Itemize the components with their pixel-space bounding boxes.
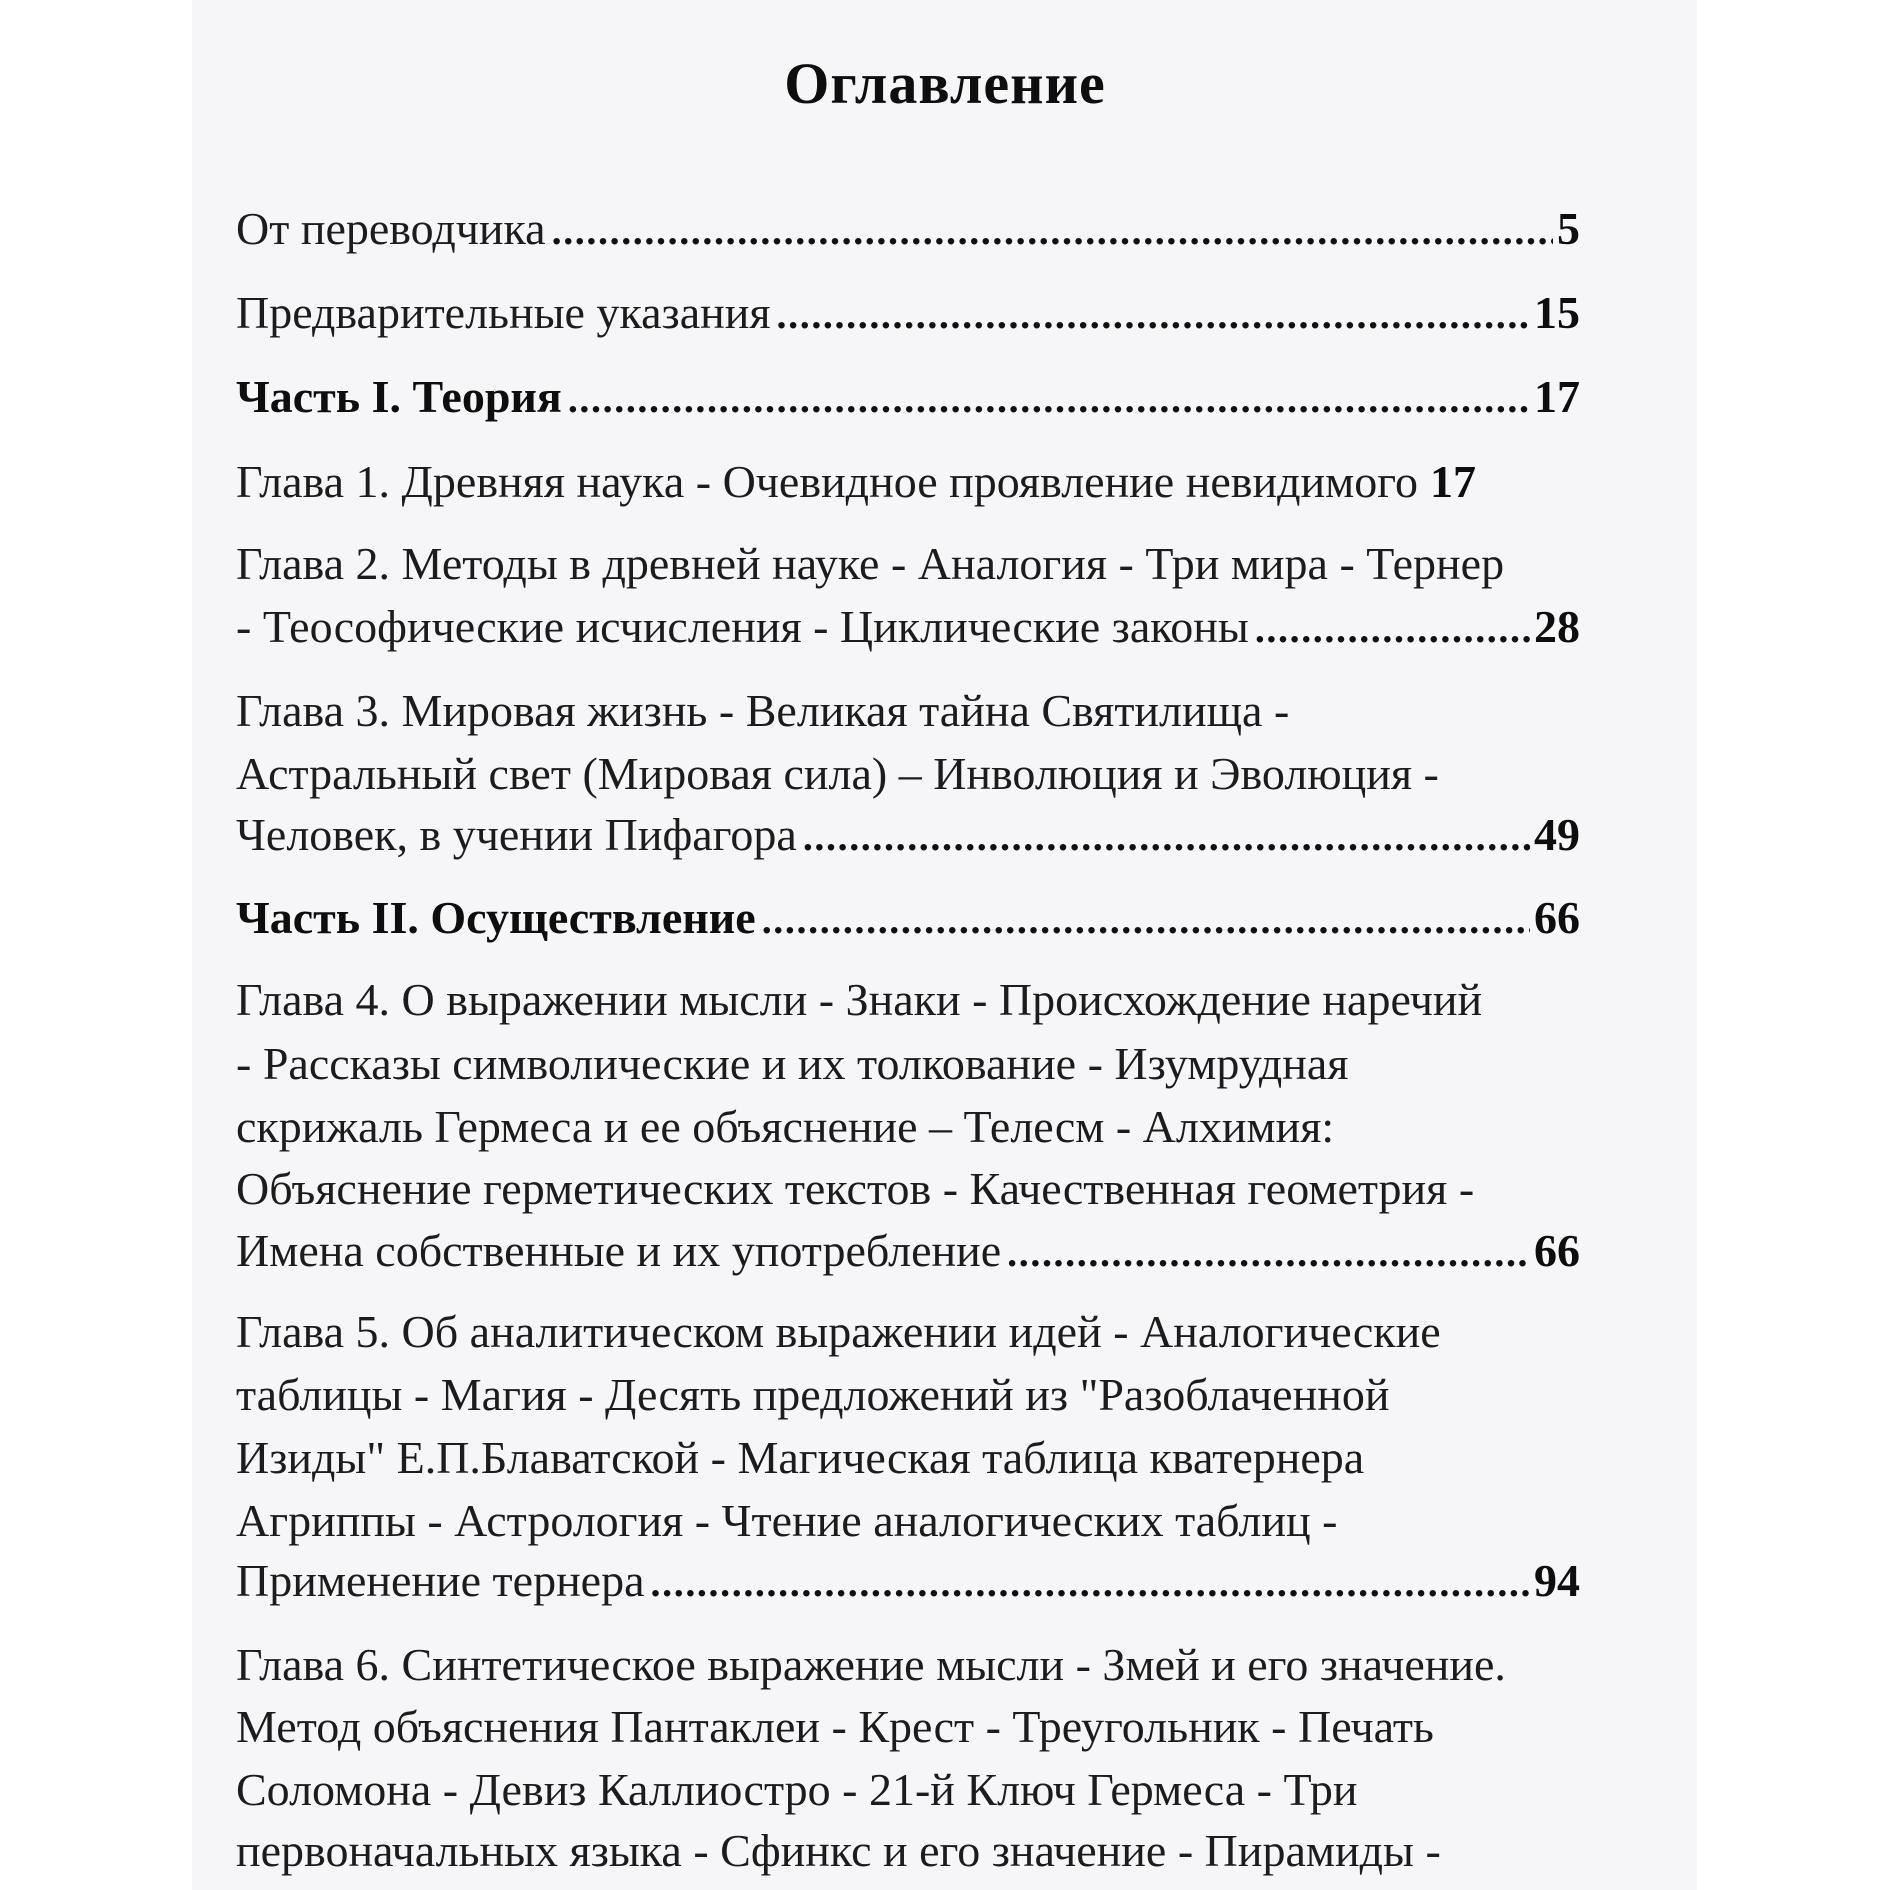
toc-entry-line — [236, 680, 1289, 742]
toc-entry-text: Часть II. Осуществление — [236, 892, 756, 943]
toc-entry-line — [236, 451, 1476, 513]
dot-leader — [568, 368, 1530, 430]
toc-page-number: 17 — [1534, 371, 1580, 422]
toc-entry-text: Агриппы - Астрология - Чтение аналогических таблиц - — [236, 1495, 1338, 1546]
toc-entry-text: От переводчика — [236, 203, 546, 254]
toc-entry-line — [236, 1427, 1364, 1489]
toc-entry-text: Глава 3. Мировая жизнь - Великая тайна Святилища - — [236, 685, 1290, 736]
toc-entry-text: Часть I. Теория — [236, 371, 562, 422]
toc-entry-text: таблицы - Магия - Десять предложений из "Разоблаченной — [236, 1369, 1390, 1420]
toc-entry-line — [236, 1550, 1580, 1612]
toc-entry-text: Имена собственные и их употребление — [236, 1225, 1002, 1276]
toc-entry-line — [236, 1033, 1348, 1095]
toc-page-number: 17 — [1429, 456, 1476, 507]
toc-entry-text: Глава 5. Об аналитическом выражении идей - Аналогические — [236, 1306, 1441, 1357]
toc-page-number: 94 — [1534, 1555, 1580, 1606]
toc-entry-line — [236, 743, 1439, 805]
toc-entry-text: Метод объяснения Пантаклеи - Крест - Треугольник - Печать — [236, 1701, 1434, 1752]
toc-entry-line — [236, 1364, 1389, 1426]
dot-leader — [777, 284, 1530, 346]
toc-entry-text: - Рассказы символические и их толкование - Изумрудная — [236, 1038, 1349, 1089]
toc-entry-text: Глава 1. Древняя наука - Очевидное проявление невидимого — [236, 456, 1418, 507]
toc-entry-line — [236, 1096, 1334, 1158]
toc-entry-line — [236, 969, 1482, 1031]
dot-leader — [552, 200, 1553, 262]
toc-entry-text: Изиды" Е.П.Блаватской - Магическая таблица кватернера — [236, 1432, 1365, 1483]
dot-leader — [1255, 598, 1530, 660]
toc-page-number: 5 — [1557, 203, 1580, 254]
toc-entry-line — [236, 1759, 1357, 1821]
toc-entry-line — [236, 1696, 1434, 1758]
toc-entry-line — [236, 1158, 1474, 1220]
toc-page-number: 66 — [1534, 892, 1580, 943]
dot-leader — [803, 806, 1530, 868]
dot-leader — [1007, 1222, 1530, 1284]
toc-entry-text: Объяснение герметических текстов - Качественная геометрия - — [236, 1163, 1475, 1214]
toc-entry-text: Глава 4. О выражении мысли - Знаки - Происхождение наречий — [236, 974, 1483, 1025]
toc-entry-text: скрижаль Гермеса и ее объяснение – Телесм - Алхимия: — [236, 1101, 1335, 1152]
toc-entry-line — [236, 887, 1580, 949]
toc-entry-line — [236, 533, 1504, 595]
toc-entry-text: Предварительные указания — [236, 287, 771, 338]
toc-entry-line — [236, 1820, 1441, 1882]
toc-entry-line — [236, 198, 1580, 260]
toc-entry-line — [236, 804, 1580, 866]
toc-page-number: 66 — [1534, 1225, 1580, 1276]
toc-entry-text: Соломона - Девиз Каллиостро - 21-й Ключ Гермеса - Три — [236, 1764, 1358, 1815]
dot-leader — [651, 1552, 1530, 1614]
toc-entry-line — [236, 1220, 1580, 1282]
toc-page-number: 15 — [1534, 287, 1580, 338]
toc-entry-text: Человек, в учении Пифагора — [236, 809, 797, 860]
dot-leader — [762, 889, 1530, 951]
toc-entry-line — [236, 366, 1580, 428]
toc-entry-line — [236, 1634, 1506, 1696]
toc-page-number: 28 — [1534, 601, 1580, 652]
toc-entry-text: Глава 6. Синтетическое выражение мысли - Змей и его значение. — [236, 1639, 1506, 1690]
toc-entry-text: Астральный свет (Мировая сила) – Инволюция и Эволюция - — [236, 748, 1439, 799]
toc-entry-text: Применение тернера — [236, 1555, 645, 1606]
page-title: Оглавление — [784, 51, 1106, 116]
toc-entry-text: - Теософические исчисления - Циклические законы — [236, 601, 1249, 652]
toc-entry-line — [236, 1301, 1441, 1363]
toc-entry-text: Глава 2. Методы в древней науке - Аналогия - Три мира - Тернер — [236, 538, 1505, 589]
toc-page-number: 49 — [1534, 809, 1580, 860]
toc-entry-line — [236, 1490, 1337, 1552]
toc-entry-text: первоначальных языка - Сфинкс и его значение - Пирамиды - — [236, 1825, 1441, 1876]
toc-entry-line — [236, 596, 1580, 658]
toc-entry-line — [236, 282, 1580, 344]
